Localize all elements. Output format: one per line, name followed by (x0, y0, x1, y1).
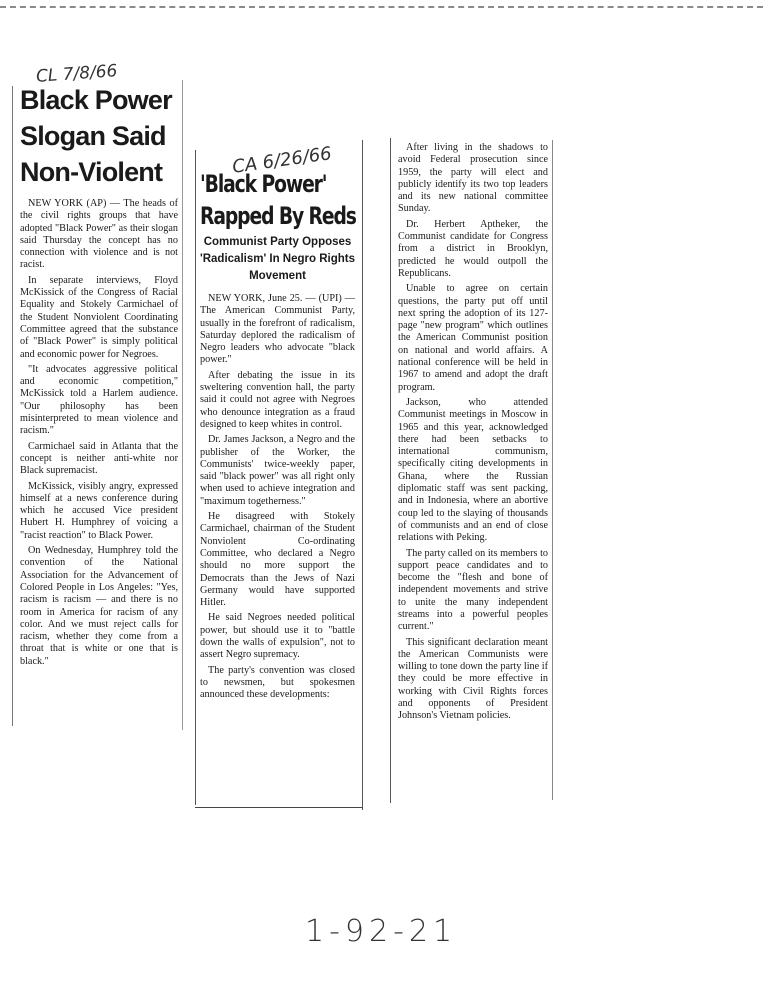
handwritten-date-clip2: CA 6/26/66 (231, 143, 333, 178)
clipping-edge-bottom (195, 807, 363, 808)
article1-headline: Black Power Slogan Said Non-Violent (20, 85, 172, 187)
clipping-edge-left (390, 138, 391, 803)
article1-paragraph: In separate interviews, Floyd McKissick of the Congress of Racial Equality and Stokely Carmichael of the Student Nonviolent Coordinating Committee agreed that the substance of "Black Power" is simply political and economic power for Negroes. (20, 274, 178, 360)
article2-paragraph: After debating the issue in its sweltering convention hall, the party said it could not agree with Negroes who denounce integration as a fraud designed to keep whites in control. (200, 369, 355, 430)
article-clipping-rapped-by-reds (200, 168, 355, 705)
clipping-edge-right (362, 140, 363, 810)
article1-paragraph: "It advocates aggressive political and economic competition," McKissick told a Harlem audience. "Our philosophy has been misinterpreted to mean violence and racism." (20, 363, 178, 437)
article2-continuation-paragraph: The party called on its members to support peace candidates and to become the "flesh and bone of independent movements and strive to unite the many independent streams into a powerful peoples current." (398, 547, 548, 633)
article2-continuation-paragraph: Jackson, who attended Communist meetings in Moscow in 1965 and this year, acknowledged there had been setbacks to international communism, specifically citing developments in Ghana, where the Russian diplomatic staff was sent packing, and in Indonesia, where an abortive coup led to the slaying of thousands of communists and an end of close relations with Peking. (398, 396, 548, 544)
clipping-edge-left (195, 150, 196, 805)
article1-paragraph: McKissick, visibly angry, expressed himself at a news conference during which he accused Vice president Hubert H. Humphrey of voicing a "racist reaction" to Black Power. (20, 480, 178, 541)
article2-subhead: Communist Party Opposes 'Radicalism' In Negro Rights Movement (200, 236, 355, 282)
article2-continuation-paragraph: Unable to agree on certain questions, the party put off until next spring the adoption of its 127-page "new program" which outlines the American Communist position on national and world affairs. A national conference will be held in 1967 to amend and adopt the draft program. (398, 283, 548, 393)
article2-paragraph: He said Negroes needed political power, but should use it to "battle down the walls of expulsion", not to assert Negro supremacy. (200, 612, 355, 661)
article-clipping-black-power-slogan (20, 82, 178, 671)
article2-continuation-paragraph: Dr. Herbert Aptheker, the Communist candidate for Congress from a district in Brooklyn, predicted he would outpoll the Republicans. (398, 218, 548, 279)
handwritten-date-clip1: CL 7/8/66 (35, 61, 119, 87)
article2-continuation-body (398, 142, 548, 723)
article2-paragraph: The party's convention was closed to newsmen, but spokesmen announced these developments: (200, 664, 355, 701)
article1-paragraph: NEW YORK (AP) — The heads of the civil rights groups that have adopted "Black Power" as their slogan said Thursday the concept has no connection with violence and is not racist. (20, 198, 178, 271)
handwritten-file-number: 1-92-21 (305, 914, 458, 949)
article2-paragraph: He disagreed with Stokely Carmichael, chairman of the Student Nonviolent Co-ordinating Committee, who declared a Negro should no more support the Democrats than the Jews of Nazi Germany would have supported Hitler. (200, 511, 355, 609)
top-perforation-line (0, 0, 763, 8)
article1-body (20, 198, 178, 668)
article2-paragraph: Dr. James Jackson, a Negro and the publisher of the Worker, the Communists' twice-weekly paper, said "black power" was all right only when used to achieve integration and "maximum togetherness." (200, 434, 355, 507)
clipping-edge-right (182, 80, 183, 730)
article2-paragraph: NEW YORK, June 25. — (UPI) — The American Communist Party, usually in the forefront of radicalism, Saturday deplored the radicalism of Negro leaders who advocate "black power." (200, 293, 355, 366)
article2-continuation-column (398, 142, 548, 726)
article2-headline: 'Black Power' Rapped By Reds (200, 170, 356, 230)
article2-body (200, 293, 355, 702)
article1-paragraph: Carmichael said in Atlanta that the concept is neither anti-white nor Black supremacist. (20, 440, 178, 477)
article2-continuation-paragraph: After living in the shadows to avoid Federal prosecution since 1959, the party will elect and publicly identify its two top leaders and its new national committee Sunday. (398, 142, 548, 215)
clipping-edge-left (12, 86, 13, 726)
article2-continuation-paragraph: This significant declaration meant the American Communists were willing to tone down the party line if they could be more effective in working with Civil Rights forces and opponents of President Johnson's Vietnam policies. (398, 636, 548, 722)
article1-paragraph: On Wednesday, Humphrey told the convention of the National Association for the Advancement of Colored People in Los Angeles: "Yes, racism is racism — and there is no room in America for racism of any color. And we must reject calls for racism, whether they come from a throat that is white or one that is black." (20, 545, 178, 667)
clipping-edge-right (552, 140, 553, 800)
